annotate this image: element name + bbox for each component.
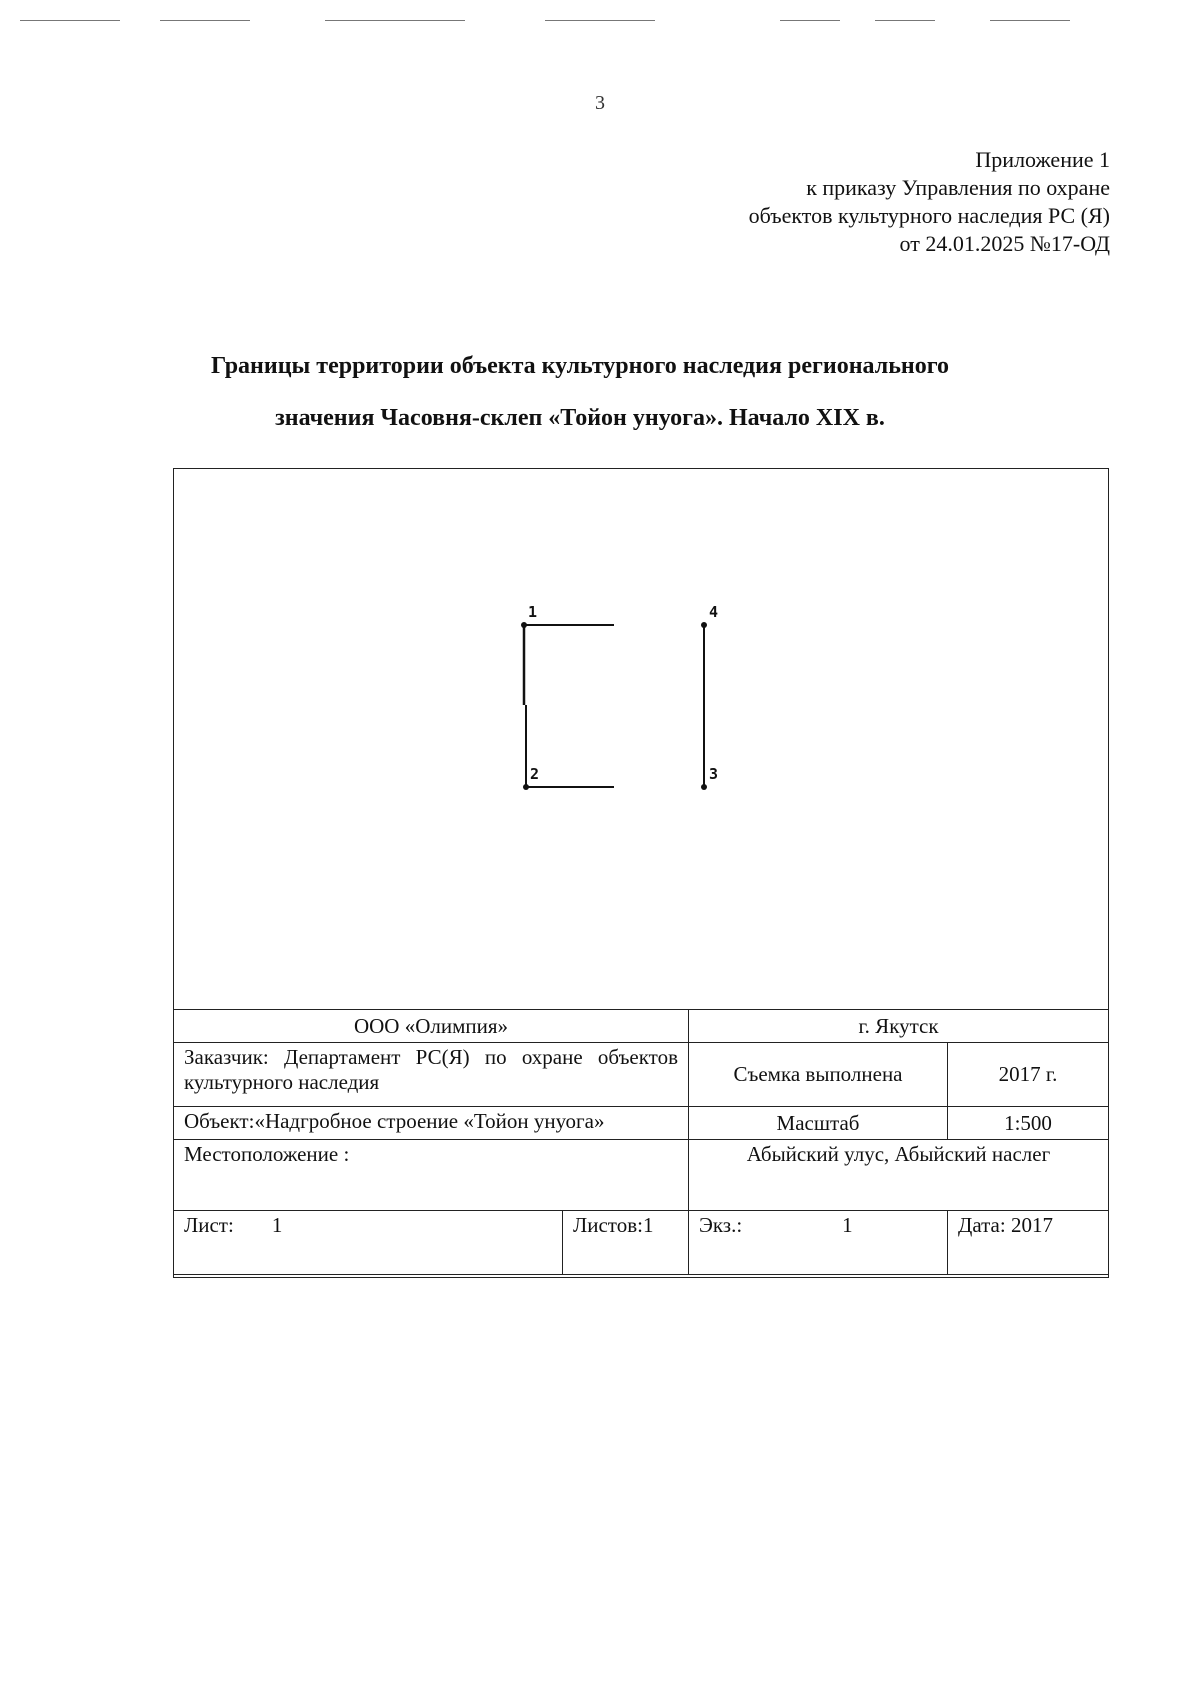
boundary-point-marker <box>701 784 707 790</box>
scan-artifact <box>990 20 1070 21</box>
document-title <box>130 340 1030 444</box>
survey-plan-frame <box>173 468 1109 1278</box>
boundary-plan-drawing <box>174 469 1107 1010</box>
scan-artifact <box>875 20 935 21</box>
scan-artifact <box>545 20 655 21</box>
boundary-point-marker <box>701 622 707 628</box>
survey-label-cell: Съемка выполнена <box>689 1043 948 1107</box>
scan-artifact <box>20 20 120 21</box>
customer-cell: Заказчик: Департамент РС(Я) по охране объектов культурного наследия <box>174 1043 689 1107</box>
point-label-2: 2 <box>530 765 540 783</box>
location-label-cell: Местоположение : <box>174 1140 689 1211</box>
sheet-cell <box>174 1211 563 1275</box>
copy-cell <box>689 1211 948 1275</box>
city-cell: г. Якутск <box>689 1010 1109 1043</box>
title-line-2: значения Часовня-склеп «Тойон унуога». Начало XIX в. <box>275 405 885 431</box>
appendix-header <box>749 146 1110 258</box>
copy-value: 1 <box>842 1213 853 1237</box>
point-label-3: 3 <box>709 765 719 783</box>
boundary-point-marker <box>523 784 529 790</box>
location-value-cell: Абыйский улус, Абыйский наслег <box>689 1140 1109 1211</box>
scale-value-cell: 1:500 <box>948 1107 1109 1140</box>
scale-label-cell: Масштаб <box>689 1107 948 1140</box>
page-number: 3 <box>595 92 605 114</box>
scan-artifact <box>780 20 840 21</box>
sheet-value: 1 <box>271 1213 283 1237</box>
copy-label: Экз.: <box>699 1213 743 1237</box>
appendix-line-4: от 24.01.2025 №17-ОД <box>899 231 1110 256</box>
appendix-line-3: объектов культурного наследия РС (Я) <box>748 203 1110 228</box>
appendix-line-2: к приказу Управления по охране <box>806 175 1110 200</box>
object-cell: Объект:«Надгробное строение «Тойон унуога» <box>174 1107 689 1140</box>
point-label-4: 4 <box>709 603 719 621</box>
sheets-total-cell: Листов:1 <box>563 1211 689 1275</box>
scan-artifact <box>160 20 250 21</box>
boundary-point-marker <box>521 622 527 628</box>
survey-year-cell: 2017 г. <box>948 1043 1109 1107</box>
sheet-label: Лист: <box>184 1213 234 1237</box>
date-cell: Дата: 2017 <box>948 1211 1109 1275</box>
title-block-table <box>173 1009 1109 1275</box>
appendix-line-1: Приложение 1 <box>975 147 1110 172</box>
company-cell: ООО «Олимпия» <box>174 1010 689 1043</box>
point-label-1: 1 <box>528 603 538 621</box>
scan-artifact <box>325 20 465 21</box>
title-line-1: Границы территории объекта культурного наследия регионального <box>210 353 950 379</box>
